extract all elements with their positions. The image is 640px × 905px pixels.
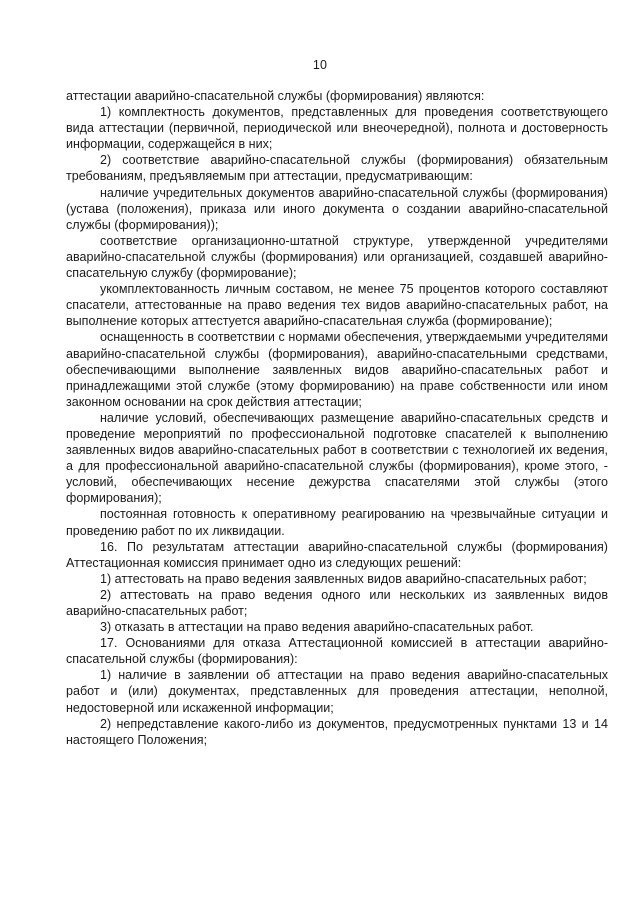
paragraph-decision-3: 3) отказать в аттестации на право ведения аварийно-спасательных работ.	[100, 620, 534, 635]
paragraph-decision-1: 1) аттестовать на право ведения заявленных видов аварийно-спасательных работ;	[100, 571, 587, 586]
paragraph-criterion-1: 1) комплектность документов, представленных для проведения соответствующего вида аттестации (первичной, периодической или внеочередной), полнота и достоверность информации, содержащейся в них;	[66, 105, 608, 152]
paragraph-section-16: 16. По результатам аттестации аварийно-спасательной службы (формирования) Аттестационная комиссия принимает одно из следующих решений:	[66, 539, 608, 570]
paragraph-equipment: оснащенность в соответствии с нормами обеспечения, утверждаемыми учредителями аварийно-спасательной службы (формирования), аварийно-спасательными средствами, обеспечивающими выполнение заявленных видов аварийно-спасательных работ и принадлежащими этой службе (этому формированию) на праве собственности или ином законном основании на срок действия аттестации;	[66, 330, 608, 409]
page-number: 10	[312, 58, 328, 72]
paragraph-founding-documents: наличие учредительных документов аварийно-спасательной службы (формирования) (устава (положения), приказа или иного документа о создании аварийно-спасательной службы (формирования));	[66, 185, 608, 232]
paragraph-refusal-2: 2) непредставление какого-либо из документов, предусмотренных пунктами 13 и 14 настоящего Положения;	[66, 716, 608, 747]
paragraph-refusal-1: 1) наличие в заявлении об аттестации на право ведения аварийно-спасательных работ и (или) документах, представленных для проведения аттестации, неполной, недостоверной или искаженной информации;	[66, 668, 608, 715]
paragraph-conditions: наличие условий, обеспечивающих размещение аварийно-спасательных средств и проведение мероприятий по профессиональной подготовке спасателей к выполнению заявленных видов аварийно-спасательных работ в соответствии с технологией их ведения, а для профессиональной аварийно-спасательной службы (формирования), кроме этого, - условий, обеспечивающих несение дежурства спасателями этой службы (этого формирования);	[66, 410, 608, 506]
document-body	[66, 88, 608, 748]
paragraph-section-17: 17. Основаниями для отказа Аттестационной комиссией в аттестации аварийно-спасательной службы (формирования):	[66, 636, 608, 667]
paragraph-staffing-level: укомплектованность личным составом, не менее 75 процентов которого составляют спасатели, аттестованные на право ведения тех видов аварийно-спасательных работ, на выполнение которых аттестуется аварийно-спасательная служба (формирование);	[66, 282, 608, 329]
paragraph-criterion-2: 2) соответствие аварийно-спасательной службы (формирования) обязательным требованиям, предъявляемым при аттестации, предусматривающим:	[66, 153, 608, 184]
paragraph-staff-structure: соответствие организационно-штатной структуре, утвержденной учредителями аварийно-спасательной службы (формирования) или организацией, создавшей аварийно-спасательную службу (формирование);	[66, 233, 608, 281]
paragraph-decision-2: 2) аттестовать на право ведения одного или нескольких из заявленных видов аварийно-спасательных работ;	[66, 587, 608, 618]
paragraph-continuation: аттестации аварийно-спасательной службы (формирования) являются:	[66, 89, 485, 103]
paragraph-readiness: постоянная готовность к оперативному реагированию на чрезвычайные ситуации и проведению работ по их ликвидации.	[66, 507, 608, 538]
